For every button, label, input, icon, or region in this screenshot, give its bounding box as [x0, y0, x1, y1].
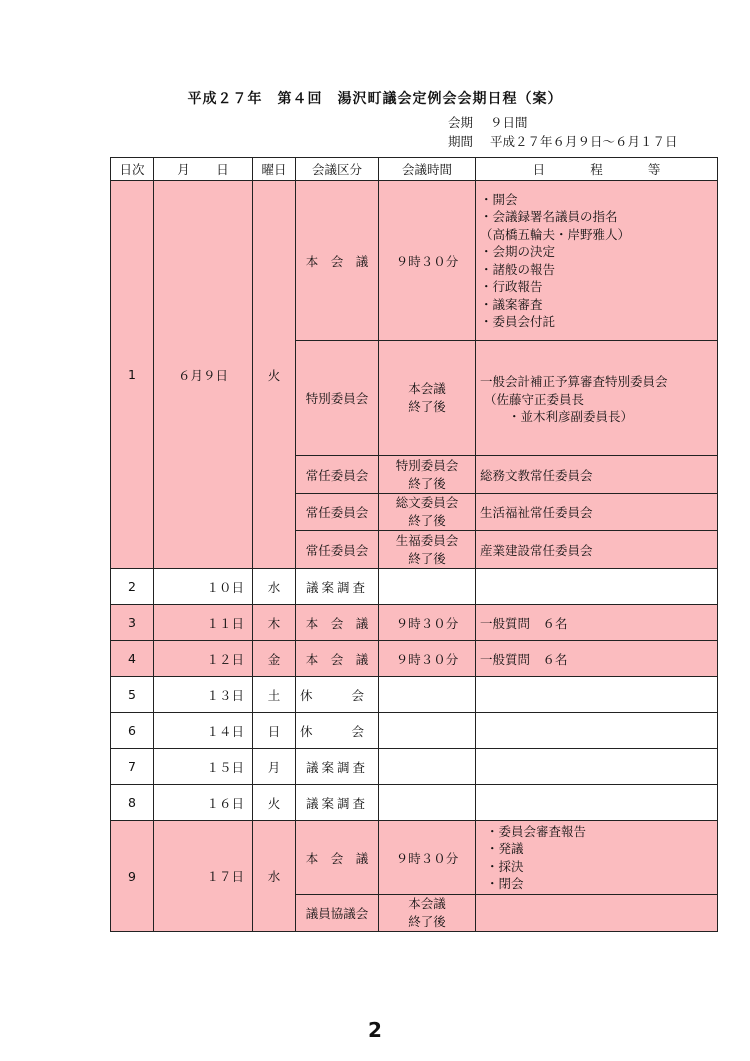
schedule-table: [110, 157, 718, 932]
header-time: 会議時間: [379, 158, 476, 181]
day-number: 8: [111, 785, 154, 821]
list-item: ・会期の決定: [480, 244, 556, 259]
date-cell: １４日: [154, 713, 253, 749]
weekday-cell: 日: [253, 713, 296, 749]
session-info: [448, 113, 678, 151]
date-cell: １１日: [154, 605, 253, 641]
weekday-cell: 土: [253, 677, 296, 713]
list-item: （高橋五輪夫・岸野雅人）: [480, 226, 631, 242]
session-type: 本 会 議: [296, 181, 379, 341]
agenda-cell: 生活福祉常任委員会: [476, 494, 718, 531]
session-time: 生福委員会 終了後: [379, 531, 476, 569]
table-row: [111, 713, 718, 749]
date-cell: １２日: [154, 641, 253, 677]
session-type: 本 会 議: [296, 641, 379, 677]
agenda-cell: [476, 569, 718, 605]
header-agenda: 日 程 等: [476, 158, 718, 181]
table-row: [111, 785, 718, 821]
date-cell: １０日: [154, 569, 253, 605]
list-item: （佐藤守正委員長: [484, 391, 585, 407]
agenda-cell: [476, 677, 718, 713]
header-date: 月 日: [154, 158, 253, 181]
session-type: 議案調査: [296, 785, 379, 821]
agenda-cell: [476, 713, 718, 749]
session-period-value: 平成２７年６月９日～６月１７日: [490, 134, 678, 149]
date-cell: ６月９日: [154, 181, 253, 569]
session-time: 総文委員会 終了後: [379, 494, 476, 531]
session-time: [379, 677, 476, 713]
session-period-label: 期間: [448, 134, 474, 149]
day-number: 6: [111, 713, 154, 749]
table-row: [111, 677, 718, 713]
list-item: ・採決: [486, 858, 524, 874]
session-type: 特別委員会: [296, 341, 379, 456]
session-length-label: 会期: [448, 115, 474, 130]
session-time: [379, 569, 476, 605]
agenda-list: [480, 191, 713, 331]
agenda-cell: [476, 821, 718, 895]
session-time: ９時３０分: [379, 641, 476, 677]
session-time: [379, 713, 476, 749]
weekday-cell: 木: [253, 605, 296, 641]
list-item: ・議案審査: [480, 296, 543, 312]
header-day: 日次: [111, 158, 154, 181]
agenda-cell: [476, 785, 718, 821]
day-number: 9: [111, 821, 154, 932]
table-row: [111, 181, 718, 341]
weekday-cell: 火: [253, 181, 296, 569]
header-type: 会議区分: [296, 158, 379, 181]
weekday-cell: 金: [253, 641, 296, 677]
table-row: [111, 821, 718, 895]
session-type: 常任委員会: [296, 531, 379, 569]
session-time: ９時３０分: [379, 605, 476, 641]
session-type: 本 会 議: [296, 821, 379, 895]
document-title: 平成２７年 第４回 湯沢町議会定例会会期日程（案）: [187, 91, 563, 107]
date-cell: １７日: [154, 821, 253, 932]
agenda-cell: [476, 181, 718, 341]
session-length-value: ９日間: [490, 115, 528, 130]
table-row: [111, 641, 718, 677]
day-number: 7: [111, 749, 154, 785]
session-time: [379, 785, 476, 821]
day-number: 1: [111, 181, 154, 569]
session-period: [448, 132, 678, 151]
page-number: 2: [368, 1018, 382, 1042]
session-time: 本会議 終了後: [379, 895, 476, 932]
session-type: 議案調査: [296, 749, 379, 785]
table-row: [111, 749, 718, 785]
list-item: ・並木利彦副委員長）: [508, 409, 634, 424]
agenda-cell: 一般質問 ６名: [476, 605, 718, 641]
table-row: [111, 605, 718, 641]
list-item: ・発議: [486, 841, 524, 856]
date-cell: １５日: [154, 749, 253, 785]
session-length: [448, 113, 678, 132]
session-type: 休 会: [296, 713, 379, 749]
session-time: ９時３０分: [379, 181, 476, 341]
list-item: ・諸般の報告: [480, 261, 556, 277]
list-item: 一般会計補正予算審査特別委員会: [480, 374, 668, 389]
date-cell: １６日: [154, 785, 253, 821]
session-time: 特別委員会 終了後: [379, 456, 476, 494]
session-type: 本 会 議: [296, 605, 379, 641]
weekday-cell: 水: [253, 569, 296, 605]
weekday-cell: 火: [253, 785, 296, 821]
session-time: [379, 749, 476, 785]
table-row: [111, 569, 718, 605]
list-item: ・委員会付託: [480, 314, 556, 329]
header-weekday: 曜日: [253, 158, 296, 181]
agenda-cell: [476, 341, 718, 456]
session-time: 本会議 終了後: [379, 341, 476, 456]
list-item: ・会議録署名議員の指名: [480, 209, 618, 224]
day-number: 4: [111, 641, 154, 677]
agenda-cell: 一般質問 ６名: [476, 641, 718, 677]
list-item: ・閉会: [486, 876, 524, 891]
table-header-row: [111, 158, 718, 181]
weekday-cell: 水: [253, 821, 296, 932]
session-type: 議員協議会: [296, 895, 379, 932]
session-type: 常任委員会: [296, 494, 379, 531]
list-item: ・行政報告: [480, 279, 543, 294]
agenda-cell: [476, 895, 718, 932]
day-number: 5: [111, 677, 154, 713]
agenda-cell: [476, 749, 718, 785]
session-type: 常任委員会: [296, 456, 379, 494]
agenda-cell: 産業建設常任委員会: [476, 531, 718, 569]
session-time: ９時３０分: [379, 821, 476, 895]
agenda-cell: 総務文教常任委員会: [476, 456, 718, 494]
weekday-cell: 月: [253, 749, 296, 785]
session-type: 議案調査: [296, 569, 379, 605]
day-number: 3: [111, 605, 154, 641]
day-number: 2: [111, 569, 154, 605]
date-cell: １３日: [154, 677, 253, 713]
list-item: ・委員会審査報告: [486, 823, 587, 839]
list-item: ・開会: [480, 191, 518, 207]
session-type: 休 会: [296, 677, 379, 713]
